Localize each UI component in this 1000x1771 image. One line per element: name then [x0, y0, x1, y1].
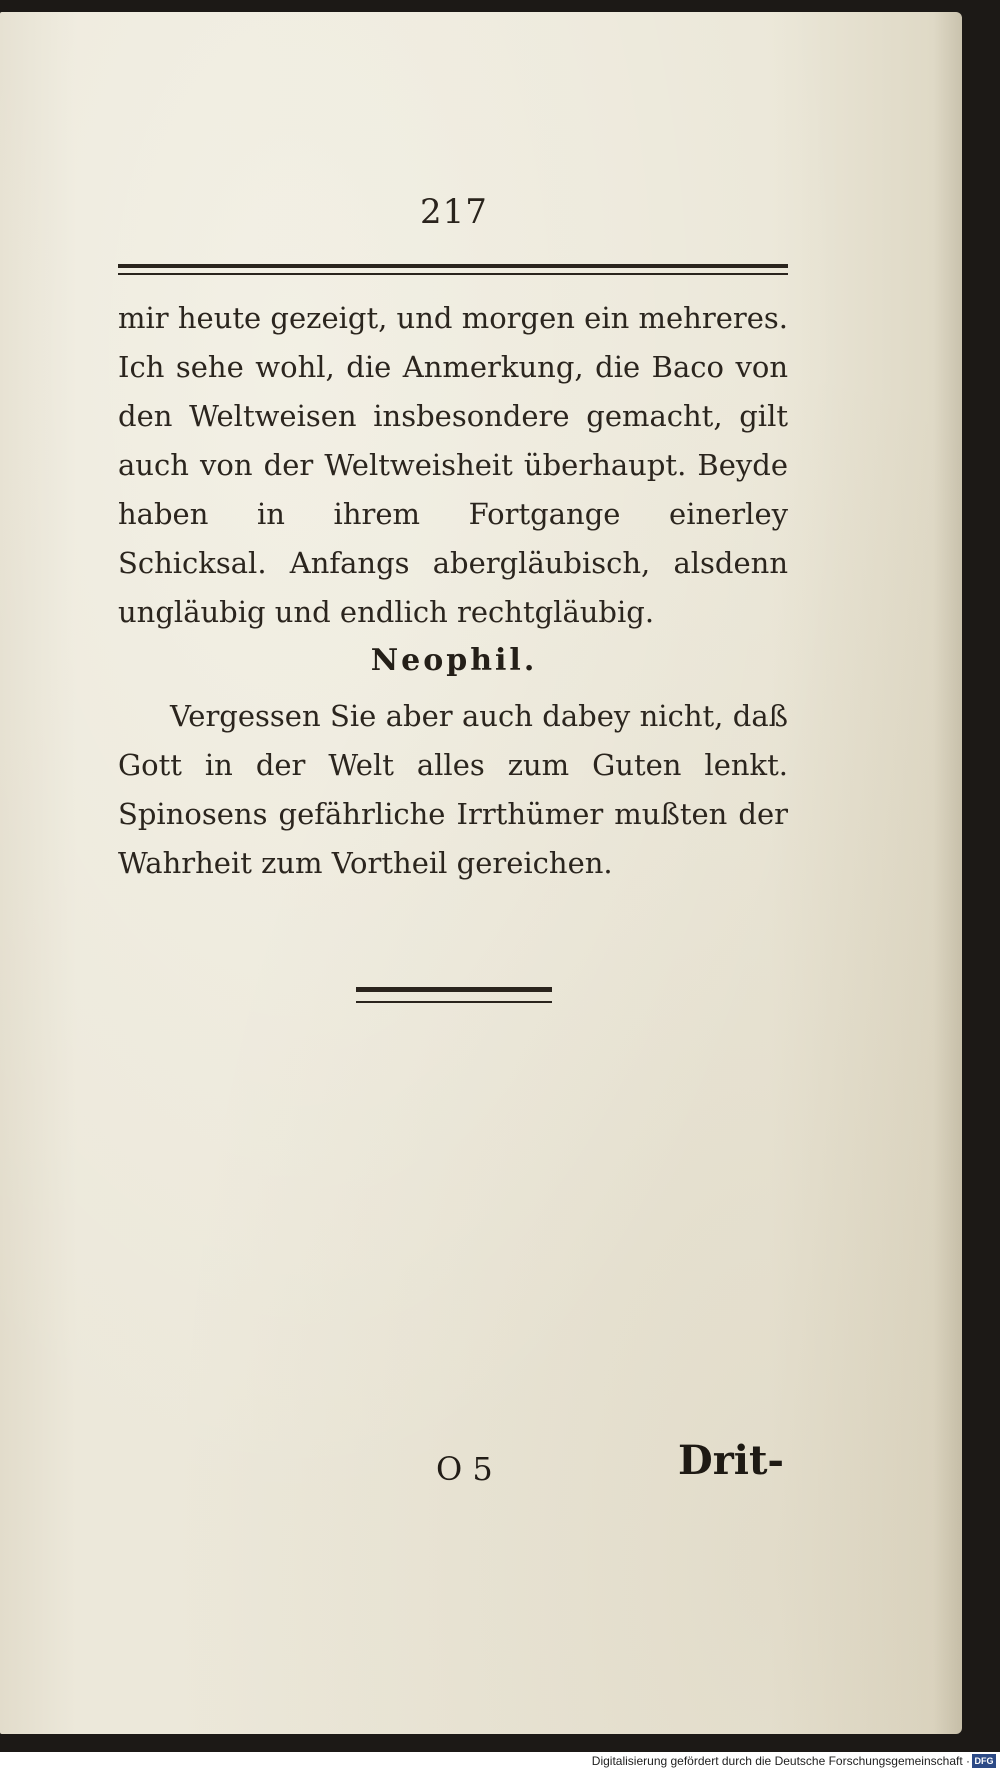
dfg-logo-icon: DFG — [972, 1754, 996, 1768]
footer-credit: Digitalisierung gefördert durch die Deutsche Forschungsgemeinschaft · — [591, 1754, 970, 1768]
page-number: 217 — [420, 192, 488, 232]
header-rule — [118, 264, 788, 275]
paragraph-2 — [118, 692, 788, 888]
paragraph-1-text: mir heute gezeigt, und morgen ein mehreres. Ich sehe wohl, die Anmerkung, die Baco von den Weltweisen insbesondere gemacht, gilt auch von der Weltweisheit überhaupt. Beyde haben in ihrem Fortgange einerley Schicksal. Anfangs abergläubisch, alsdenn ungläubig und endlich rechtgläubig. — [118, 301, 788, 629]
paragraph-2-text: Vergessen Sie aber auch dabey nicht, daß Gott in der Welt alles zum Guten lenkt. Spinosens gefährliche Irrthümer mußten der Wahrheit zum Vortheil gereichen. — [118, 699, 788, 880]
speaker-heading: Neophil. — [370, 643, 538, 678]
end-rule-thick — [356, 987, 552, 992]
book-page — [0, 12, 962, 1734]
signature-mark: O 5 — [436, 1450, 493, 1488]
paragraph-1 — [118, 294, 788, 637]
catchword: Drit- — [678, 1437, 785, 1484]
end-rule-thin — [356, 1001, 552, 1003]
